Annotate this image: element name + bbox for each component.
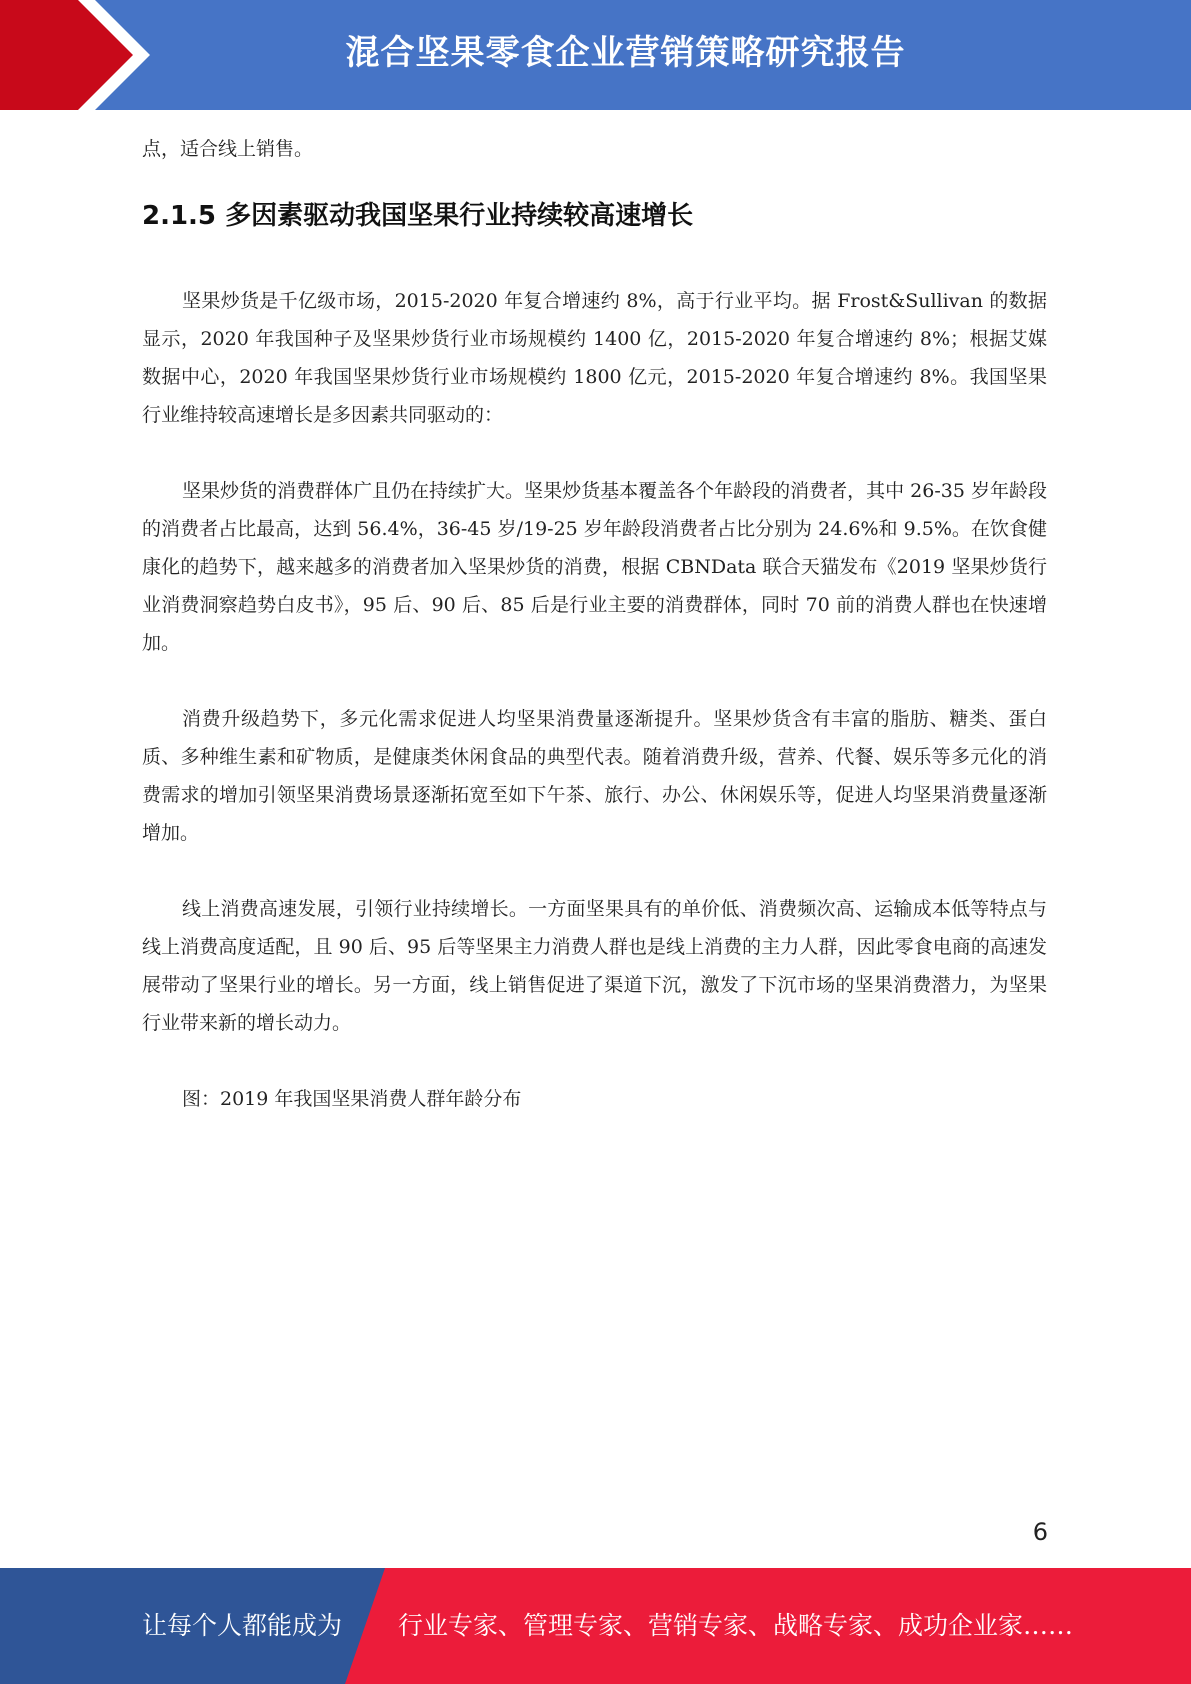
page-number: 6: [1032, 1518, 1048, 1546]
paragraph-online-consumption: 线上消费高速发展，引领行业持续增长。一方面坚果具有的单价低、消费频次高、运输成本低等特点与线上消费高度适配，且 90 后、95 后等坚果主力消费人群也是线上消费的主力人群，因此零食电商的高速发展带动了坚果行业的增长。另一方面，线上销售促进了渠道下沉，激发了下沉市场的坚果消费潜力，为坚果行业带来新的增长动力。: [142, 898, 1047, 1034]
page-footer: [0, 1568, 1191, 1684]
section-heading: 2.1.5 多因素驱动我国坚果行业持续较高速增长: [142, 201, 694, 231]
document-body: [142, 130, 1047, 1118]
paragraph-consumer-groups: 坚果炒货的消费群体广且仍在持续扩大。坚果炒货基本覆盖各个年龄段的消费者，其中 26-35 岁年龄段的消费者占比最高，达到 56.4%，36-45 岁/19-25 岁年龄段消费者占比分别为 24.6%和 9.5%。在饮食健康化的趋势下，越来越多的消费者加入坚果炒货的消费，根据 CBNData 联合天猫发布《2019 坚果炒货行业消费洞察趋势白皮书》，95 后、90 后、85 后是行业主要的消费群体，同时 70 前的消费人群也在快速增加。: [142, 480, 1047, 654]
footer-slogan-right: 行业专家、管理专家、营销专家、战略专家、成功企业家……: [398, 1611, 1074, 1640]
paragraph-consumption-upgrade: 消费升级趋势下，多元化需求促进人均坚果消费量逐渐提升。坚果炒货含有丰富的脂肪、糖类、蛋白质、多种维生素和矿物质，是健康类休闲食品的典型代表。随着消费升级，营养、代餐、娱乐等多元化的消费需求的增加引领坚果消费场景逐渐拓宽至如下午茶、旅行、办公、休闲娱乐等，促进人均坚果消费量逐渐增加。: [142, 708, 1047, 844]
page-header: [0, 0, 1191, 110]
figure-caption: 图：2019 年我国坚果消费人群年龄分布: [182, 1088, 522, 1110]
report-title: 混合坚果零食企业营销策略研究报告: [345, 33, 906, 73]
continuation-line: 点，适合线上销售。: [142, 138, 314, 160]
footer-slogan-left: 让每个人都能成为: [142, 1611, 343, 1640]
paragraph-market-size: 坚果炒货是千亿级市场，2015-2020 年复合增速约 8%，高于行业平均。据 Frost&Sullivan 的数据显示，2020 年我国种子及坚果炒货行业市场规模约 1400 亿，2015-2020 年复合增速约 8%；根据艾媒数据中心，2020 年我国坚果炒货行业市场规模约 1800 亿元，2015-2020 年复合增速约 8%。我国坚果行业维持较高速增长是多因素共同驱动的：: [142, 290, 1047, 426]
